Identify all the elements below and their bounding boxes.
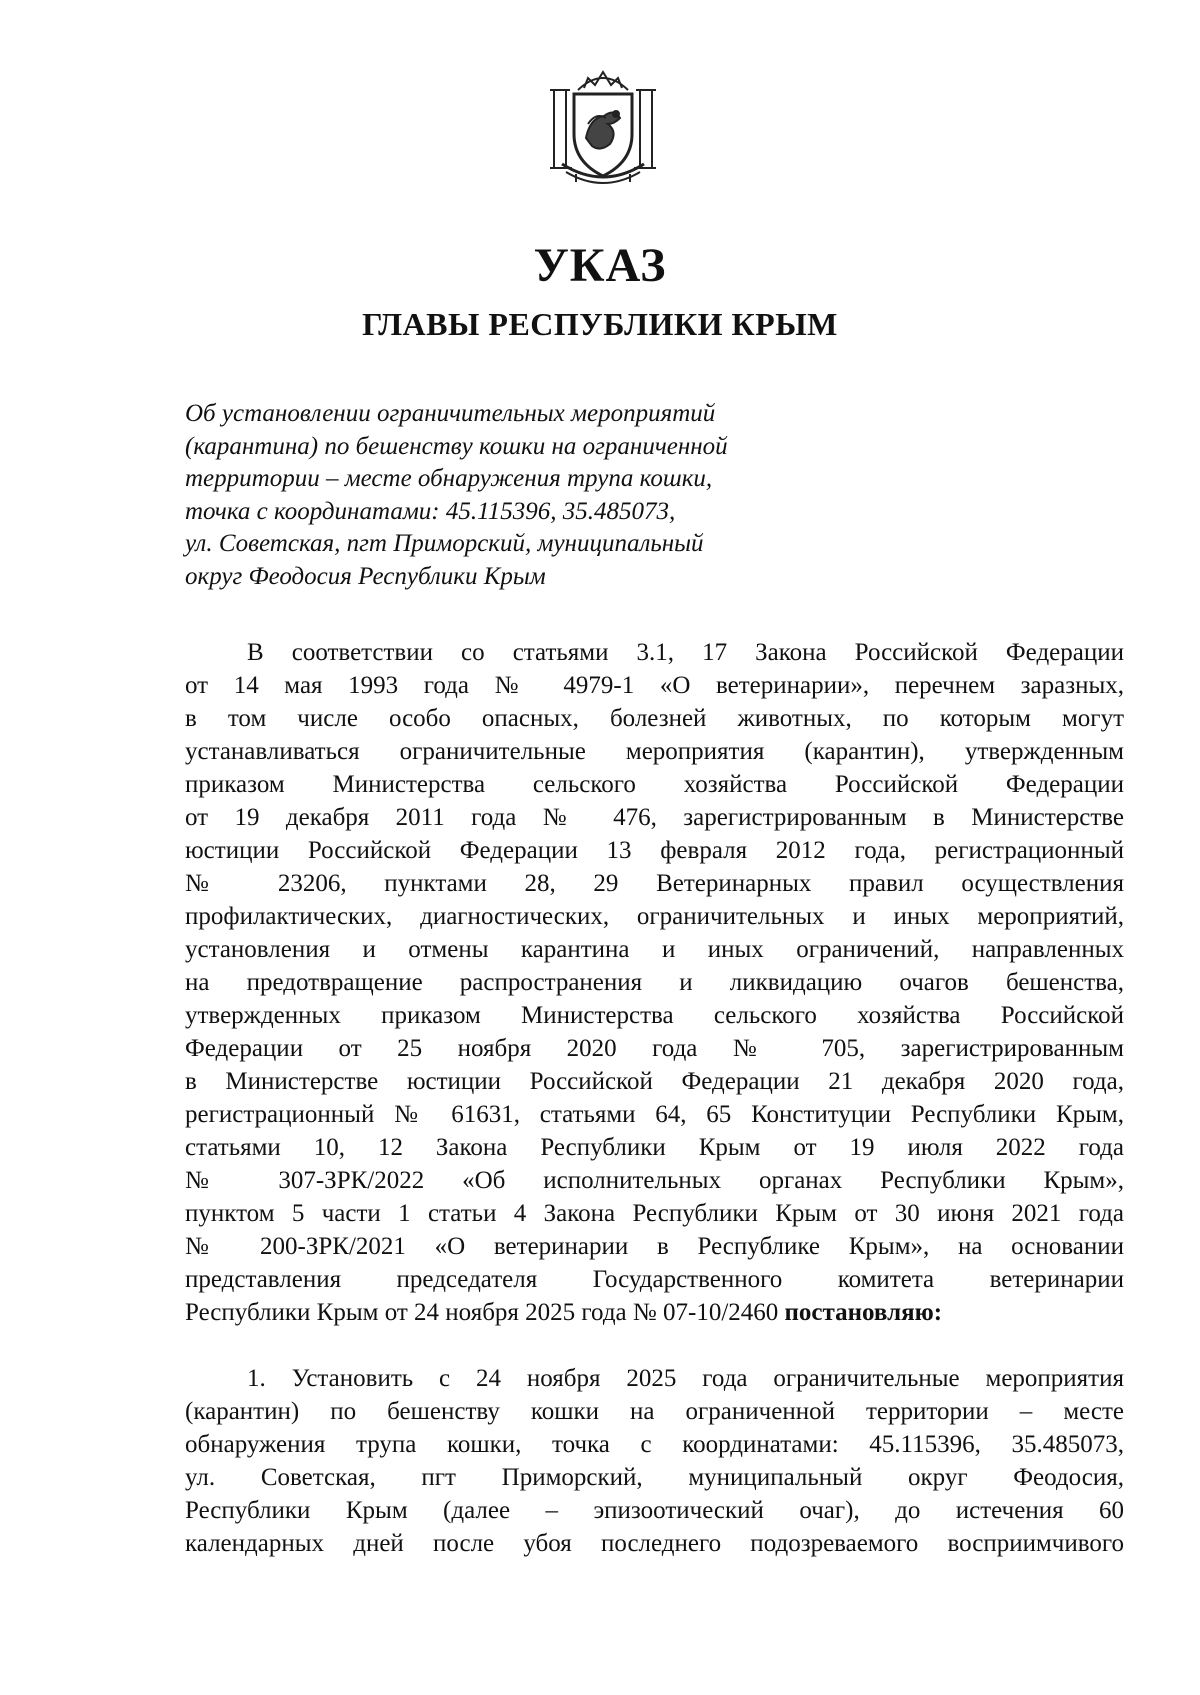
body-line: от 19 декабря 2011 года № 476, зарегистрированным в Министерстве [185,804,1124,831]
decree-body [185,636,1124,1560]
body-line: обнаружения трупа кошки, точка с координатами: 45.115396, 35.485073, [185,1431,1124,1458]
body-line: № 307-ЗРК/2022 «Об исполнительных органах Республики Крым», [185,1167,1124,1194]
body-line: календарных дней после убоя последнего подозреваемого восприимчивого [185,1530,1124,1557]
body-line: устанавливаться ограничительные мероприятия (карантин), утвержденным [185,738,1124,765]
body-line: (карантин) по бешенству кошки на ограниченной территории – месте [185,1398,1124,1425]
body-line-text: Республики Крым от 24 ноября 2025 года № 07-10/2460 [185,1299,779,1326]
document-subtitle: ГЛАВЫ РЕСПУБЛИКИ КРЫМ [362,306,838,342]
body-line: на предотвращение распространения и ликвидацию очагов бешенства, [185,969,1124,996]
document-title: УКАЗ [533,239,667,292]
body-line: представления председателя Государственного комитета ветеринарии [185,1266,1124,1293]
heading-line: Об установлении ограничительных мероприятий [185,400,716,427]
body-line: статьями 10, 12 Закона Республики Крым от 19 июля 2022 года [185,1134,1124,1161]
body-line: юстиции Российской Федерации 13 февраля 2012 года, регистрационный [185,837,1124,864]
body-line: от 14 мая 1993 года № 4979-1 «О ветеринарии», перечнем заразных, [185,672,1124,699]
body-line-last [185,1296,1124,1329]
body-line: профилактических, диагностических, ограничительных и иных мероприятий, [185,903,1124,930]
body-line: 1. Установить с 24 ноября 2025 года ограничительные мероприятия [247,1365,1124,1392]
body-line: В соответствии со статьями 3.1, 17 Закона Российской Федерации [247,639,1124,666]
coat-of-arms-icon [548,68,658,188]
body-line: Федерации от 25 ноября 2020 года № 705, зарегистрированным [185,1035,1124,1062]
preamble-paragraph [185,636,1124,1329]
heading-line: округ Феодосия Республики Крым [185,562,546,590]
decree-heading [185,398,785,593]
body-line: Республики Крым (далее – эпизоотический очаг), до истечения 60 [185,1497,1124,1524]
body-line: утвержденных приказом Министерства сельского хозяйства Российской [185,1002,1124,1029]
heading-line: территории – месте обнаружения трупа кошки, [185,465,713,492]
heading-line: ул. Советская, пгт Приморский, муниципальный [185,530,704,557]
body-line: приказом Министерства сельского хозяйства Российской Федерации [185,771,1124,798]
heading-line: (карантина) по бешенству кошки на ограниченной [185,432,728,460]
body-line: № 200-ЗРК/2021 «О ветеринарии в Республике Крым», на основании [185,1233,1124,1260]
body-line: регистрационный № 61631, статьями 64, 65 Конституции Республики Крым, [185,1101,1124,1128]
body-line: пунктом 5 части 1 статьи 4 Закона Республики Крым от 30 июня 2021 года [185,1200,1124,1227]
body-line: в Министерстве юстиции Российской Федерации 21 декабря 2020 года, [185,1068,1124,1095]
body-line: в том числе особо опасных, болезней животных, по которым могут [185,705,1124,732]
body-line: № 23206, пунктами 28, 29 Ветеринарных правил осуществления [185,870,1124,897]
body-line: установления и отмены карантина и иных ограничений, направленных [185,936,1124,963]
clause-1-paragraph [185,1362,1124,1560]
heading-line: точка с координатами: 45.115396, 35.485073, [185,497,676,525]
decree-verb: постановляю: [784,1299,943,1326]
body-line: ул. Советская, пгт Приморский, муниципальный округ Феодосия, [185,1464,1124,1491]
